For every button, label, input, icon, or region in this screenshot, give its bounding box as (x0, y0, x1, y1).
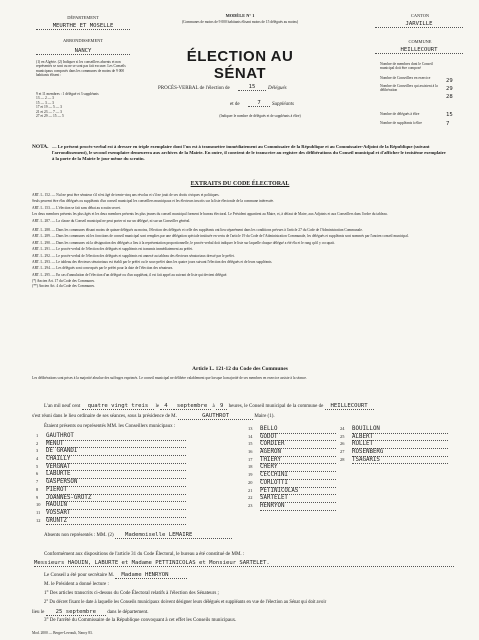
member-row (36, 456, 186, 464)
session-line-2 (32, 413, 462, 419)
left-notes: (1) en Algérie. (2) Indiquer si les conseillers absents et non représentés se sont ou ne se sont pas fait excuser. Les Conseils municipaux composés dans les communes de moins de 9 000 habitants élisent : (36, 60, 126, 78)
member-row (36, 448, 186, 456)
absents-line (44, 532, 444, 538)
arrondissement-value: NANCY (36, 48, 130, 55)
closing-line-3: M. le Président a donné lecture : (44, 582, 109, 587)
extrait-note: (**) Ancien Art. 4 du Code des Communes. (32, 283, 95, 288)
member-number: 7 (36, 479, 39, 485)
substitutes-count: 7 (248, 100, 270, 107)
member-name: AGERON (260, 449, 336, 457)
pv-line: PROCÈS-VERBAL de l'élection de (158, 86, 230, 91)
member-number: 18 (248, 464, 253, 470)
members-right (248, 426, 448, 511)
left-table-row: 21 et 23 — 7 — 3 (36, 109, 62, 114)
member-number: 10 (36, 502, 41, 508)
member-name: GAUTHROT (46, 433, 186, 441)
extraits-subtitle: Article L. 121-12 du Code des Communes (192, 366, 288, 372)
member-name: TSAGARIS (352, 457, 448, 465)
session-commune: HEILLECOURT (325, 403, 374, 410)
member-name: CORDIER (260, 441, 336, 449)
left-table-row: 17 et 19 — 5 — 3 (36, 105, 62, 110)
member-row (36, 433, 186, 441)
document-title: ÉLECTION AU SÉNAT (186, 48, 294, 82)
member-number: 14 (248, 433, 253, 439)
extrait-paragraph: ART. L. 153. — L'élection se fait sans débat au scrutin secret. (32, 205, 121, 210)
member-name: GODOT (260, 434, 336, 442)
elire-label-1: Nombre de délégués à élire (380, 112, 420, 116)
extraits-body (32, 193, 447, 288)
conseil-value-3: 29 (446, 86, 453, 92)
member-number: 4 (36, 456, 39, 462)
model-number: MODÈLE N° 1 (225, 13, 255, 18)
member-name: BELLO (260, 426, 336, 434)
member-name: HENRYON (260, 503, 336, 511)
model-subtitle: (Communes de moins de 9 000 habitants élisant moins de 15 délégués au moins) (181, 20, 299, 24)
session-intro: L'an mil neuf cent (44, 404, 81, 409)
extrait-note: (*) Ancien Art. 17 du Code des Communes. (32, 279, 95, 284)
departement-value: MEURTHE ET MOSELLE (36, 23, 130, 30)
left-table-row: 13 — 2 — 3 (36, 96, 54, 101)
session-line-1 (44, 403, 464, 409)
closing-line-5: 2° Du décret fixant le date à laquelle les Conseils municipaux doivent désigner leurs délégués et suppléants en vue de l'élection au Sénat qui doit avoir (44, 600, 327, 605)
member-row (36, 502, 186, 510)
present-text: Étaient présents ou représentés MM. les Conseillers municipaux : (44, 424, 176, 429)
member-name: ALBERT (352, 434, 448, 442)
conseil-value-4: 28 (446, 94, 453, 100)
member-number: 28 (340, 456, 345, 462)
member-row (248, 488, 448, 496)
departement-label: DÉPARTEMENT (67, 15, 99, 20)
member-number: 16 (248, 449, 253, 455)
member-number: 20 (248, 479, 253, 485)
member-row (248, 480, 448, 488)
member-row (248, 457, 448, 465)
member-number: 2 (36, 440, 39, 446)
conseil-value-2: 29 (446, 78, 453, 84)
extrait-paragraph: Seuls peuvent être élus délégués ou suppléants d'un conseil municipal les conseillers municipaux et les électeurs inscrits sur la liste électorale de la commune intéressée. (32, 199, 275, 204)
extrait-paragraph: ART. L. 288. — Dans les communes élisant moins de quinze délégués au moins, l'élection des délégués et celle des suppléants ont lieu séparément dans les conditions prévues à l'article 27 du Code de l'Administration Communale. (32, 228, 363, 233)
elire-value-1: 15 (446, 112, 453, 118)
extrait-paragraph: Les deux membres présents les plus âgés et les deux membres présents les plus jeunes du conseil municipal forment le bureau électoral. Le Président appartient au Maire, et, à défaut de Maire, aux Adjoints et aux Conseillers dans l'ordre du tableau. (32, 212, 388, 217)
session-the: le (155, 404, 160, 409)
member-row (36, 510, 186, 518)
member-row (36, 495, 186, 503)
member-row (248, 426, 448, 434)
member-number: 3 (36, 448, 39, 454)
member-number: 15 (248, 441, 253, 447)
member-name: CHERY (260, 464, 336, 472)
extrait-paragraph: ART. L. 152. — Nul ne peut être sénateur s'il n'est âgé de trente-cinq ans révolus et s'il ne jouit de ses droits civiques et politiques. (32, 193, 220, 197)
extrait-paragraph: ART. L. 294. — Les délégués sont convoqués par le préfet pour la date de l'élection des sénateurs. (32, 266, 174, 271)
closing-line-4: 1° Des articles transcrits ci-dessus du Code Électoral relatifs à l'élection des Sénateurs ; (44, 591, 219, 596)
member-name: MENUT (46, 441, 186, 449)
footer-printer: Mod. 2000 — Berger-Levrault, Nancy 83. (32, 631, 93, 635)
lieu-label: lieu le (32, 610, 45, 615)
conseil-label-1: Nombre de membres dont le Conseil municipal doit être composé (380, 62, 433, 71)
extrait-paragraph: ART. L. 292. — Le procès-verbal de l'élection des délégués et suppléants est annexé au tableau des électeurs sénatoriaux dressé par le préfet. (32, 253, 235, 258)
elire-value-2: 7 (446, 121, 450, 127)
member-number: 27 (340, 449, 345, 455)
member-number: 25 (340, 433, 345, 439)
member-number: 9 (36, 494, 39, 500)
session-president: GAUTHROT (178, 413, 253, 420)
member-name: ROSENBERG (352, 449, 448, 457)
closing-line-6: 3° De l'arrêté du Commissaire de la République convoquant à cet effet les Conseils municipaux. (44, 618, 237, 623)
member-number: 17 (248, 456, 253, 462)
member-number: 12 (36, 517, 41, 523)
absents-value: Mademoiselle LEMAIRE (115, 532, 232, 539)
member-name: RULLET (352, 441, 448, 449)
member-name: VERGNAT (46, 464, 186, 472)
member-row (36, 464, 186, 472)
secretary-value: Madame HENRYON (115, 572, 186, 579)
member-number: 6 (36, 471, 39, 477)
delegates-count: 15 (238, 84, 266, 91)
member-number: 1 (36, 433, 39, 438)
member-row (248, 441, 448, 449)
member-name: PIEROT (46, 487, 186, 495)
and-word: et de (230, 102, 240, 107)
extrait-paragraph: ART. L. 290. — Dans les communes où la désignation des délégués a lieu à la représentation proportionnelle, le procès-verbal doit indiquer le liste sur laquelle chaque délégué a été élu et le rang qu'il y occupait. (32, 240, 335, 245)
session-text2: s'est réuni dans le lieu ordinaire de ses séances, sous la présidence de M. (32, 414, 177, 419)
member-number: 13 (248, 426, 253, 431)
member-number: 22 (248, 495, 253, 501)
absents-label: Absents non représentés : MM. (2) (44, 533, 114, 538)
secretary-line (44, 572, 187, 578)
member-row (248, 434, 448, 442)
member-name: CECCHINI (260, 472, 336, 480)
member-row (248, 472, 448, 480)
session-year: quatre vingt treis (82, 403, 155, 410)
commune-value: HEILLECOURT (375, 47, 463, 54)
session-at: à (212, 404, 215, 409)
conseil-label-2: Nombre de Conseillers en exercice (380, 76, 431, 80)
nota-text: — Le présent procès-verbal est à dresser en triple exemplaire dont l'un est à transmettre immédiatement au Commissaire de la République et au Commissaire-Adjoint de la République (suivant l'arrondissement), le second exemplaire demeurera aux archives de la Mairie. En outre, il convient de le transcrire au registre des délibérations du Conseil municipal et d'afficher le troisième exemplaire à la porte de la Mairie le jour même du scrutin. (52, 144, 446, 161)
extrait-paragraph: ART. L. 291. — Le procès-verbal de l'élection des délégués et suppléants est transmis immédiatement au préfet. (32, 247, 194, 252)
commune-label: COMMUNE (408, 39, 432, 44)
member-name: HAOUIN (46, 502, 186, 510)
member-name: GRUNTZ (46, 518, 186, 526)
member-number: 21 (248, 487, 253, 493)
lieu-end: dans le département. (107, 610, 149, 615)
member-row (248, 449, 448, 457)
member-name: CHAILLY (46, 456, 186, 464)
substitutes-word: Suppléants (272, 102, 294, 107)
member-name: LABURTE (46, 471, 186, 479)
extrait-paragraph: ART. L. 287. — La clause du Conseil municipal ne peut porter ni sur un délégué, ni sur un Conseiller général. (32, 218, 191, 223)
session-text1: heures, le Conseil municipal de la commune de (228, 404, 324, 409)
arrondissement-label: ARRONDISSEMENT (62, 38, 103, 43)
pv-note: (Indiquer le nombre de délégués et de suppléants à élire) (219, 114, 301, 118)
nota-label: NOTA. (32, 144, 49, 150)
lieu-line (32, 609, 149, 615)
extrait-paragraph: ART. L. 295. — En cas d'annulation de l'élection d'un délégué ou d'un suppléant, il est fait appel au suivant de liste qui devient délégué. (32, 272, 228, 277)
member-row (36, 471, 186, 479)
member-number: 24 (340, 426, 345, 431)
member-row (248, 495, 448, 503)
secretary-label: Le Conseil a été pour secrétaire M. (44, 573, 115, 578)
session-month: septembre (173, 403, 211, 410)
lieu-date: 25 septembre (46, 609, 106, 616)
member-number: 8 (36, 486, 39, 492)
extrait-paragraph: ART. L. 293. — Le tableau des électeurs sénatoriaux est établi par le préfet ou le sous-préfet dans les quatre jours suivant l'élection des délégués et de leurs suppléants. (32, 260, 273, 265)
session-hour: 9 (216, 403, 227, 410)
member-name: JOANNES-GROTZ (46, 495, 186, 503)
member-name: SARTELET (260, 495, 336, 503)
canton-label: CANTON (410, 13, 430, 18)
members-left (36, 433, 186, 525)
member-name: PETINICOLAS (260, 488, 336, 496)
bureau-members: Messieurs HAOUIN, LABURTE et Madame PETTINICOLAS et Monsieur SARTELET. (34, 560, 454, 567)
member-row (36, 441, 186, 449)
left-table-row: 27 et 29 — 15 — 5 (36, 114, 64, 119)
conseil-label-3: Nombre de Conseillers qui assistent à la délibération (380, 84, 438, 93)
member-row (36, 479, 186, 487)
member-row (248, 503, 448, 511)
member-row (36, 487, 186, 495)
left-table-row: 15 — 3 — 3 (36, 100, 54, 105)
delegates-word: Délégués (268, 86, 287, 91)
member-name: DE GRANDI (46, 448, 186, 456)
member-number: 26 (340, 441, 345, 447)
member-number: 19 (248, 472, 253, 478)
session-text3: Maire (1). (254, 414, 275, 419)
member-name: BOUILLON (352, 426, 448, 434)
member-name: VOSSART (46, 510, 186, 518)
elire-label-2: Nombre de suppléants à élire (380, 121, 422, 125)
member-name: THIERY (260, 457, 336, 465)
left-table-row: 9 et 11 membres : 1 délégué et 3 suppléants (36, 92, 99, 96)
member-number: 23 (248, 502, 253, 508)
member-number: 5 (36, 463, 39, 469)
member-name: CURLOTTI (260, 480, 336, 488)
extraits-title: EXTRAITS DU CODE ÉLECTORAL (190, 181, 290, 187)
member-row (248, 464, 448, 472)
session-day: 4 (160, 403, 171, 410)
canton-value: JARVILLE (375, 21, 463, 28)
extrait-paragraph: ART. L. 289. — Dans les communes où les fonctions de conseil municipal sont remplies par une délégation spéciale instituée en vertu de l'article 19 du Code de l'Administration Communale, les délégués et suppléants sont nommés par l'ancien conseil municipal. (32, 234, 409, 239)
member-row (36, 518, 186, 526)
left-table (36, 92, 130, 118)
member-number: 11 (36, 509, 41, 515)
member-name: GASPERSON (46, 479, 186, 487)
extraits-sub-paragraph: Les délibérations sont prises à la majorité absolue des suffrages exprimés. Le conseil municipal ne délibère valablement que lorsque la majorité de ses membres en exercice assiste à la séance. (32, 376, 307, 380)
closing-line-1: Conformément aux dispositions de l'article 31 du Code Électoral, le bureau a été constitué de MM. : (44, 552, 245, 557)
